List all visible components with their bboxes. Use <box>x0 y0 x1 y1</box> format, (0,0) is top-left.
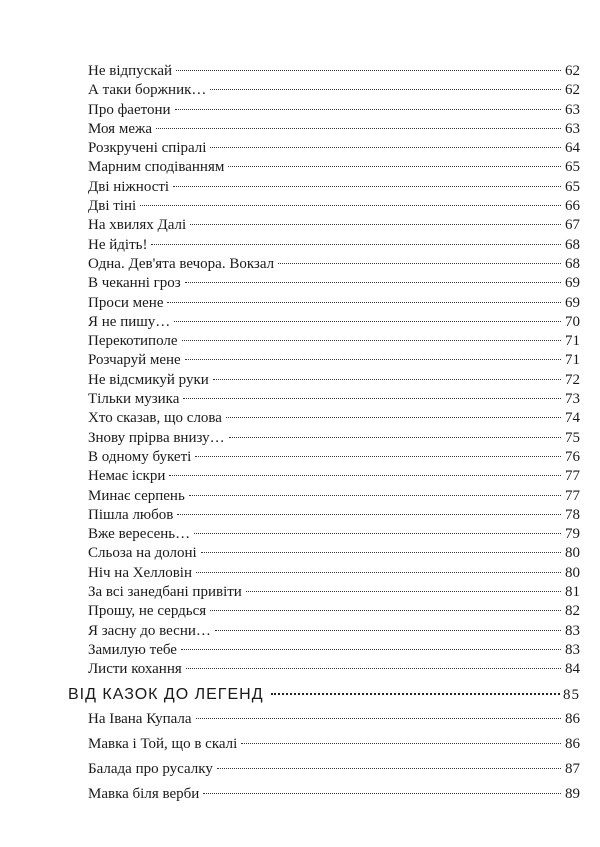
dot-leader <box>210 147 561 148</box>
entry-title: Марним сподіванням <box>88 159 225 176</box>
dot-leader <box>195 456 561 457</box>
toc-entry <box>88 371 580 390</box>
toc-entry <box>88 81 580 100</box>
dot-leader <box>196 572 561 573</box>
entry-title: Хто сказав, що слова <box>88 410 222 427</box>
toc-entry <box>88 602 580 621</box>
entry-title: Розчаруй мене <box>88 352 181 369</box>
entry-page-number: 71 <box>565 333 580 350</box>
entry-title: Дві ніжності <box>88 178 170 195</box>
toc-entry <box>88 62 580 81</box>
dot-leader <box>226 417 561 418</box>
toc-entry <box>88 120 580 139</box>
dot-leader <box>241 743 561 744</box>
entry-page-number: 76 <box>565 448 580 465</box>
toc-entry <box>88 707 580 732</box>
entry-title: Дві тіні <box>88 198 137 215</box>
entry-page-number: 68 <box>565 255 580 272</box>
toc-entry <box>88 506 580 525</box>
entry-page-number: 72 <box>565 371 580 388</box>
entry-page-number: 69 <box>565 275 580 292</box>
dot-leader <box>183 398 561 399</box>
dot-leader <box>140 205 561 206</box>
toc-entry <box>88 332 580 351</box>
toc-entry <box>88 216 580 235</box>
toc-entry <box>88 641 580 660</box>
entry-page-number: 70 <box>565 313 580 330</box>
toc-entry <box>88 622 580 641</box>
entry-title: Я не пишу… <box>88 313 171 330</box>
dot-leader <box>151 244 561 245</box>
dot-leader <box>210 89 561 90</box>
toc-entry <box>88 158 580 177</box>
entry-title: Пішла любов <box>88 506 174 523</box>
dot-leader <box>217 768 561 769</box>
toc-entry <box>88 197 580 216</box>
toc-entry <box>88 178 580 197</box>
entry-title: Листи кохання <box>88 661 182 678</box>
entry-page-number: 78 <box>565 506 580 523</box>
entry-page-number: 69 <box>565 294 580 311</box>
entry-title: Мавка і Той, що в скалі <box>88 736 238 752</box>
section-toc-list <box>88 707 580 807</box>
entry-title: Про фаетони <box>88 101 171 118</box>
toc-entry <box>88 564 580 583</box>
dot-leader <box>181 649 561 650</box>
toc-entry <box>88 544 580 563</box>
entry-page-number: 73 <box>565 391 580 408</box>
entry-page-number: 62 <box>565 82 580 99</box>
dot-leader <box>213 379 561 380</box>
dot-leader <box>167 302 561 303</box>
entry-page-number: 74 <box>565 410 580 427</box>
entry-title: Балада про русалку <box>88 761 213 777</box>
entry-page-number: 80 <box>565 564 580 581</box>
dot-leader <box>190 224 561 225</box>
entry-page-number: 81 <box>565 584 580 601</box>
dot-leader <box>271 693 560 695</box>
entry-title: Моя межа <box>88 120 152 137</box>
entry-page-number: 62 <box>565 63 580 79</box>
entry-page-number: 83 <box>565 622 580 639</box>
toc-entry <box>88 236 580 255</box>
entry-title: Сльоза на долоні <box>88 545 197 562</box>
entry-page-number: 67 <box>565 217 580 234</box>
entry-page-number: 87 <box>565 761 580 777</box>
entry-title: Знову прірва внизу… <box>88 429 225 446</box>
dot-leader <box>182 340 561 341</box>
dot-leader <box>229 437 561 438</box>
dot-leader <box>169 475 561 476</box>
entry-page-number: 86 <box>565 736 580 752</box>
entry-title: В одному букеті <box>88 448 192 465</box>
entry-page-number: 68 <box>565 236 580 253</box>
entry-title: Не відпускай <box>88 63 173 79</box>
entry-page-number: 65 <box>565 178 580 195</box>
toc-entry <box>88 525 580 544</box>
entry-title: Замилую тебе <box>88 641 177 658</box>
dot-leader <box>185 282 561 283</box>
entry-title: Немає іскри <box>88 468 166 485</box>
toc-entry <box>88 467 580 486</box>
entry-title: Тільки музика <box>88 391 180 408</box>
entry-title: А таки боржник… <box>88 82 207 99</box>
toc-list <box>88 62 580 680</box>
toc-entry <box>88 390 580 409</box>
entry-title: В чеканні гроз <box>88 275 181 292</box>
toc-entry <box>88 294 580 313</box>
toc-entry <box>88 139 580 158</box>
toc-entry <box>88 351 580 370</box>
dot-leader <box>174 321 561 322</box>
entry-title: Не йдіть! <box>88 236 148 253</box>
entry-page-number: 86 <box>565 711 580 727</box>
dot-leader <box>201 552 561 553</box>
toc-entry <box>88 409 580 428</box>
toc-entry <box>88 732 580 757</box>
section-heading <box>68 684 580 706</box>
entry-title: На хвилях Далі <box>88 217 187 234</box>
entry-page-number: 63 <box>565 101 580 118</box>
entry-page-number: 77 <box>565 468 580 485</box>
dot-leader <box>173 186 561 187</box>
toc-entry <box>88 313 580 332</box>
dot-leader <box>194 533 561 534</box>
dot-leader <box>210 610 561 611</box>
toc-entry <box>88 448 580 467</box>
dot-leader <box>203 793 561 794</box>
entry-page-number: 75 <box>565 429 580 446</box>
toc-entry <box>88 583 580 602</box>
entry-page-number: 77 <box>565 487 580 504</box>
entry-page-number: 83 <box>565 641 580 658</box>
entry-title: Розкручені спіралі <box>88 140 207 157</box>
entry-page-number: 80 <box>565 545 580 562</box>
toc-entry <box>88 487 580 506</box>
entry-title: Одна. Дев'ята вечора. Вокзал <box>88 255 275 272</box>
entry-page-number: 71 <box>565 352 580 369</box>
entry-page-number: 65 <box>565 159 580 176</box>
entry-title: Перекотиполе <box>88 333 178 350</box>
dot-leader <box>189 495 561 496</box>
toc-entry <box>88 660 580 679</box>
dot-leader <box>176 70 561 71</box>
entry-page-number: 79 <box>565 526 580 543</box>
dot-leader <box>175 109 561 110</box>
entry-page-number: 66 <box>565 198 580 215</box>
dot-leader <box>228 166 561 167</box>
dot-leader <box>278 263 561 264</box>
dot-leader <box>186 668 561 669</box>
entry-title: Прошу, не сердься <box>88 603 207 620</box>
entry-page-number: 89 <box>565 786 580 802</box>
entry-page-number: 64 <box>565 140 580 157</box>
dot-leader <box>156 128 561 129</box>
dot-leader <box>246 591 561 592</box>
toc-entry <box>88 757 580 782</box>
toc-entry <box>88 255 580 274</box>
section-title: ВІД КАЗОК ДО ЛЕГЕНД <box>68 686 264 703</box>
toc-entry <box>88 782 580 807</box>
entry-title: Мавка біля верби <box>88 786 200 802</box>
dot-leader <box>196 718 561 719</box>
entry-title: Минає серпень <box>88 487 185 504</box>
section-page-number: 85 <box>563 687 580 703</box>
dot-leader <box>185 359 561 360</box>
entry-title: Ніч на Хелловін <box>88 564 192 581</box>
entry-title: Не відсмикуй руки <box>88 371 209 388</box>
entry-page-number: 84 <box>565 661 580 678</box>
entry-title: На Івана Купала <box>88 711 192 727</box>
entry-title: Я засну до весни… <box>88 622 211 639</box>
toc-entry <box>88 274 580 293</box>
entry-title: Проси мене <box>88 294 164 311</box>
entry-page-number: 82 <box>565 603 580 620</box>
toc-entry <box>88 101 580 120</box>
entry-title: За всі занедбані привіти <box>88 584 242 601</box>
dot-leader <box>177 514 561 515</box>
entry-page-number: 63 <box>565 120 580 137</box>
dot-leader <box>215 630 561 631</box>
toc-entry <box>88 429 580 448</box>
entry-title: Вже вересень… <box>88 526 191 543</box>
